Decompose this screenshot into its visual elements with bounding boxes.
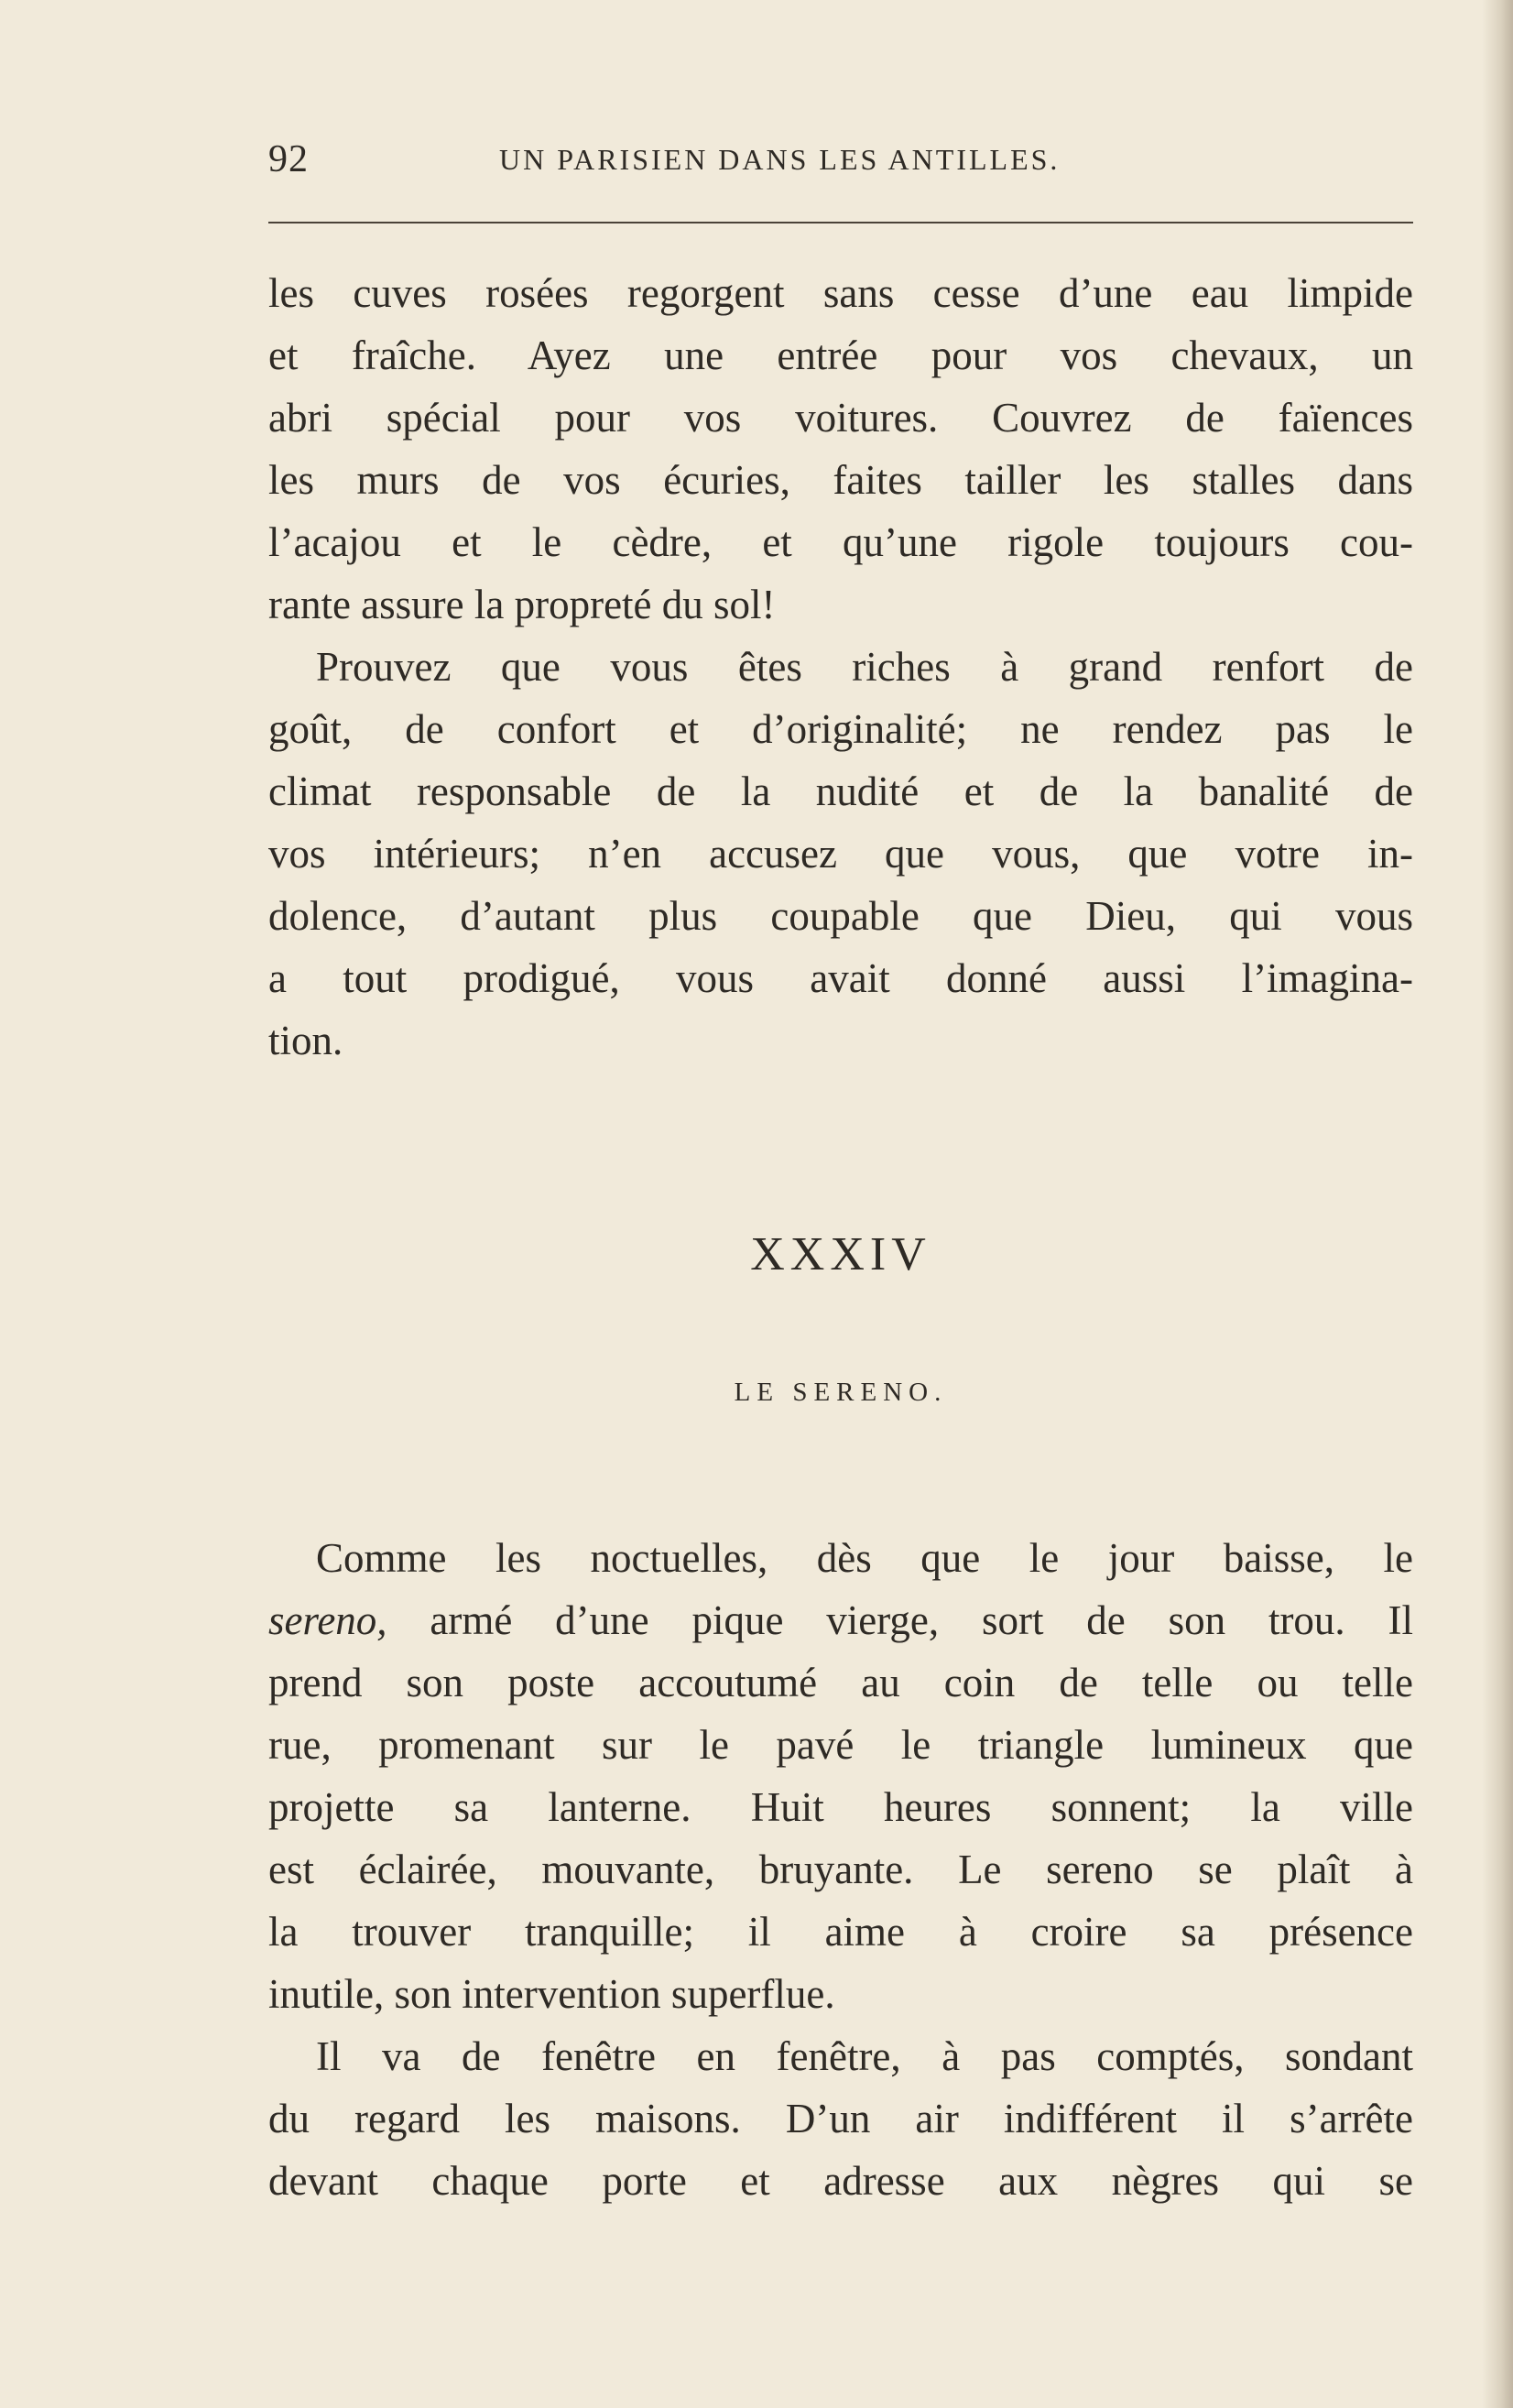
chapter-body	[268, 1527, 1413, 2212]
text-line: l’acajou et le cèdre, et qu’une rigole toujours cou-	[268, 519, 1413, 565]
text-line: devant chaque porte et adresse aux nègres qui se	[268, 2158, 1413, 2204]
passage-continuation	[268, 262, 1413, 1072]
text-line: prend son poste accoutumé au coin de telle ou telle	[268, 1660, 1413, 1705]
text-line: Prouvez que vous êtes riches à grand renfort de	[316, 644, 1413, 690]
text-line: goût, de confort et d’originalité; ne rendez pas le	[268, 706, 1413, 752]
text-fragment: armé d’une pique vierge, sort de son trou. Il	[386, 1597, 1413, 1643]
text-line: a tout prodigué, vous avait donné aussi l’imagina-	[268, 955, 1413, 1001]
text-line: projette sa lanterne. Huit heures sonnent; la ville	[268, 1784, 1413, 1830]
text-line: les murs de vos écuries, faites tailler les stalles dans	[268, 457, 1413, 503]
italic-term: sereno,	[268, 1597, 387, 1643]
text-line: la trouver tranquille; il aime à croire sa présence	[268, 1909, 1413, 1955]
text-line: climat responsable de la nudité et de la banalité de	[268, 768, 1413, 814]
chapter-title: LE SERENO.	[734, 1378, 948, 1407]
running-title: UN PARISIEN DANS LES ANTILLES.	[499, 143, 1061, 176]
header-rule	[268, 222, 1413, 223]
text-line: abri spécial pour vos voitures. Couvrez de faïences	[268, 395, 1413, 441]
text-line: Comme les noctuelles, dès que le jour baisse, le	[316, 1535, 1413, 1581]
text-line: du regard les maisons. D’un air indifférent il s’arrête	[268, 2096, 1413, 2141]
text-line: les cuves rosées regorgent sans cesse d’une eau limpide	[268, 270, 1413, 316]
text-line: est éclairée, mouvante, bruyante. Le sereno se plaît à	[268, 1847, 1413, 1892]
page-number: 92	[268, 138, 309, 180]
chapter-number: XXXIV	[750, 1228, 931, 1280]
text-line-with-italic	[268, 1589, 1413, 1651]
text-line: vos intérieurs; n’en accusez que vous, que votre in-	[268, 831, 1413, 877]
text-line: rante assure la propreté du sol!	[268, 582, 776, 627]
text-line: Il va de fenêtre en fenêtre, à pas comptés, sondant	[316, 2033, 1413, 2079]
text-line: et fraîche. Ayez une entrée pour vos chevaux, un	[268, 332, 1413, 378]
text-line: inutile, son intervention superflue.	[268, 1971, 835, 2017]
text-line: rue, promenant sur le pavé le triangle lumineux que	[268, 1722, 1413, 1768]
page-header	[268, 137, 1413, 192]
text-line: tion.	[268, 1018, 343, 1063]
page-edge-shadow	[1482, 0, 1513, 2408]
text-line: dolence, d’autant plus coupable que Dieu, qui vous	[268, 893, 1413, 939]
